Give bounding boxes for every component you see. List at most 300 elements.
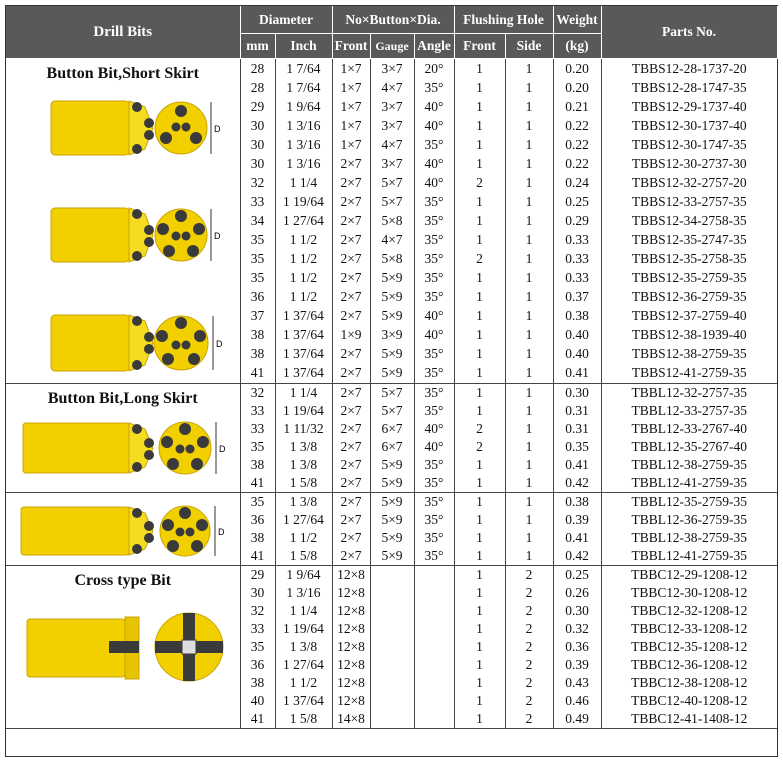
cell-gauge: 5×9	[370, 511, 414, 529]
cell-gauge: 6×7	[370, 420, 414, 438]
cell-flush-side: 1	[505, 116, 553, 135]
cell-part-no: TBBL12-32-2757-35	[631, 384, 747, 400]
cell-gauge: 5×7	[370, 173, 414, 192]
cell-mm: 30	[240, 135, 275, 154]
cell-mm: 35	[240, 268, 275, 287]
flushing-hole-header: Flushing Hole	[454, 6, 553, 34]
cell-gauge	[370, 692, 414, 710]
angle-header: Angle	[414, 34, 454, 59]
cell-weight: 0.43	[553, 674, 601, 692]
cell-flush-side: 1	[505, 363, 553, 383]
cell-gauge	[370, 638, 414, 656]
cell-part-no: TBBL12-33-2767-40	[631, 420, 747, 436]
cell-weight: 0.39	[553, 656, 601, 674]
cell-part-no: TBBL12-33-2757-35	[631, 402, 747, 418]
cell-flush-side: 1	[505, 268, 553, 287]
cell-front: 2×7	[332, 492, 370, 511]
flush-front-header: Front	[454, 34, 505, 59]
cell-gauge: 3×7	[370, 154, 414, 173]
cell-angle: 35°	[414, 402, 454, 420]
cell-flush-side: 1	[505, 344, 553, 363]
spec-table-body	[6, 59, 777, 729]
cell-mm: 28	[240, 78, 275, 97]
cell-angle: 40°	[414, 173, 454, 192]
cell-part-no: TBBS12-38-2759-35	[631, 346, 747, 362]
cell-gauge: 5×9	[370, 547, 414, 566]
cell-inch: 1 37/64	[275, 306, 332, 325]
cell-front: 2×7	[332, 230, 370, 249]
short-skirt-bit-side-view-1	[51, 101, 154, 155]
cell-flush-side: 1	[505, 511, 553, 529]
cell-mm: 41	[240, 474, 275, 493]
cell-inch: 1 19/64	[275, 620, 332, 638]
cell-mm: 30	[240, 154, 275, 173]
short-skirt-bit-front-view-2	[155, 209, 221, 261]
cell-gauge: 5×9	[370, 474, 414, 493]
cell-mm: 33	[240, 402, 275, 420]
cell-part-no: TBBS12-35-2759-35	[631, 269, 747, 285]
cell-mm: 33	[240, 192, 275, 211]
cell-gauge: 5×7	[370, 402, 414, 420]
cell-angle: 35°	[414, 230, 454, 249]
cell-inch: 1 27/64	[275, 211, 332, 230]
table-row	[6, 59, 777, 79]
cell-inch: 1 1/2	[275, 268, 332, 287]
cell-front: 2×7	[332, 474, 370, 493]
cell-angle: 35°	[414, 363, 454, 383]
cell-inch: 1 37/64	[275, 692, 332, 710]
cell-gauge	[370, 674, 414, 692]
short-skirt-bit-illustrations	[13, 83, 233, 383]
cell-front: 2×7	[332, 306, 370, 325]
cell-mm: 38	[240, 674, 275, 692]
short-skirt-bit-side-view-3	[51, 315, 154, 371]
short-skirt-bit-front-view-3	[154, 316, 223, 370]
cell-mm: 36	[240, 656, 275, 674]
cell-angle: 35°	[414, 211, 454, 230]
cell-inch: 1 1/2	[275, 287, 332, 306]
cell-weight: 0.38	[553, 306, 601, 325]
cell-front: 2×7	[332, 154, 370, 173]
cell-angle: 35°	[414, 511, 454, 529]
cell-angle: 40°	[414, 154, 454, 173]
cell-front: 2×7	[332, 420, 370, 438]
group-title: Cross type Bit	[74, 571, 172, 589]
cell-weight: 0.33	[553, 249, 601, 268]
cell-inch: 1 19/64	[275, 192, 332, 211]
cell-inch: 1 11/32	[275, 420, 332, 438]
cell-front: 1×7	[332, 59, 370, 79]
cell-angle: 35°	[414, 344, 454, 363]
cell-part-no: TBBC12-38-1208-12	[631, 674, 748, 690]
cell-front: 1×7	[332, 116, 370, 135]
cell-part-no: TBBL12-36-2759-35	[631, 511, 747, 527]
cell-mm: 35	[240, 438, 275, 456]
table-row	[6, 492, 777, 511]
cell-inch: 1 7/64	[275, 78, 332, 97]
cell-gauge: 5×9	[370, 287, 414, 306]
cell-gauge: 5×9	[370, 363, 414, 383]
cell-front: 2×7	[332, 529, 370, 547]
cell-weight: 0.41	[553, 363, 601, 383]
cell-flush-side: 1	[505, 173, 553, 192]
cell-mm: 32	[240, 602, 275, 620]
cell-front: 12×8	[332, 692, 370, 710]
cell-flush-front: 1	[454, 402, 505, 420]
table-row	[6, 565, 777, 584]
cell-flush-side: 1	[505, 78, 553, 97]
cell-flush-side: 1	[505, 287, 553, 306]
cell-angle	[414, 620, 454, 638]
cell-angle: 40°	[414, 438, 454, 456]
cell-flush-front: 1	[454, 602, 505, 620]
cell-inch: 1 37/64	[275, 363, 332, 383]
cell-front: 1×9	[332, 325, 370, 344]
cell-angle	[414, 656, 454, 674]
bit-image-cell	[6, 59, 240, 384]
cell-mm: 29	[240, 97, 275, 116]
drill-bits-header: Drill Bits	[6, 6, 240, 59]
cell-front: 2×7	[332, 363, 370, 383]
cell-front: 12×8	[332, 565, 370, 584]
cell-gauge	[370, 710, 414, 729]
cell-mm: 41	[240, 363, 275, 383]
cell-front: 2×7	[332, 268, 370, 287]
cell-weight: 0.20	[553, 59, 601, 79]
cell-flush-side: 1	[505, 211, 553, 230]
cell-flush-side: 1	[505, 547, 553, 566]
cell-part-no: TBBS12-32-2757-20	[631, 174, 747, 190]
cell-inch: 1 5/8	[275, 710, 332, 729]
cell-flush-front: 1	[454, 565, 505, 584]
cell-weight: 0.22	[553, 135, 601, 154]
cell-flush-front: 1	[454, 154, 505, 173]
cell-flush-side: 2	[505, 620, 553, 638]
cell-angle: 35°	[414, 456, 454, 474]
cell-weight: 0.35	[553, 438, 601, 456]
cell-gauge: 5×8	[370, 211, 414, 230]
cell-flush-side: 1	[505, 249, 553, 268]
diameter-label: D	[218, 444, 226, 454]
group-title: Button Bit,Long Skirt	[47, 389, 198, 407]
cell-gauge	[370, 565, 414, 584]
cell-flush-front: 1	[454, 474, 505, 493]
cell-part-no: TBBL12-38-2759-35	[631, 529, 747, 545]
cell-mm: 38	[240, 456, 275, 474]
long-skirt-bit-illustration-2	[13, 497, 233, 565]
cell-inch: 1 9/64	[275, 565, 332, 584]
cell-front: 1×7	[332, 97, 370, 116]
cell-flush-side: 1	[505, 192, 553, 211]
diameter-header: Diameter	[240, 6, 332, 34]
cell-part-no: TBBS12-35-2758-35	[631, 250, 747, 266]
cell-mm: 30	[240, 116, 275, 135]
cell-weight: 0.40	[553, 344, 601, 363]
cell-flush-front: 1	[454, 547, 505, 566]
cell-weight: 0.33	[553, 230, 601, 249]
cell-flush-side: 2	[505, 656, 553, 674]
cell-mm: 36	[240, 287, 275, 306]
cell-front: 12×8	[332, 638, 370, 656]
cell-gauge: 3×7	[370, 97, 414, 116]
cell-flush-side: 2	[505, 674, 553, 692]
cell-front: 14×8	[332, 710, 370, 729]
cell-flush-side: 1	[505, 438, 553, 456]
cell-angle: 35°	[414, 135, 454, 154]
cell-part-no: TBBS12-30-1747-35	[631, 136, 747, 152]
cell-flush-front: 1	[454, 325, 505, 344]
cell-flush-front: 2	[454, 420, 505, 438]
cell-weight: 0.46	[553, 692, 601, 710]
spec-table	[6, 6, 778, 729]
cell-flush-front: 1	[454, 116, 505, 135]
cell-front: 2×7	[332, 438, 370, 456]
cell-flush-front: 1	[454, 529, 505, 547]
bit-image-cell	[6, 492, 240, 565]
cell-mm: 33	[240, 620, 275, 638]
cell-mm: 36	[240, 511, 275, 529]
cell-mm: 29	[240, 565, 275, 584]
cell-flush-front: 1	[454, 306, 505, 325]
cell-flush-front: 1	[454, 656, 505, 674]
cell-inch: 1 3/16	[275, 584, 332, 602]
cell-gauge: 3×7	[370, 59, 414, 79]
cell-front: 1×7	[332, 135, 370, 154]
cell-weight: 0.24	[553, 173, 601, 192]
no-button-dia-header: No×Button×Dia.	[332, 6, 454, 34]
cell-weight: 0.39	[553, 511, 601, 529]
cell-gauge: 3×7	[370, 116, 414, 135]
cell-front: 2×7	[332, 192, 370, 211]
kg-header: (kg)	[553, 34, 601, 59]
cell-angle: 35°	[414, 529, 454, 547]
cell-gauge	[370, 656, 414, 674]
cell-flush-side: 1	[505, 135, 553, 154]
cell-mm: 35	[240, 249, 275, 268]
cell-angle: 35°	[414, 287, 454, 306]
bit-image-cell	[6, 383, 240, 492]
cell-front: 12×8	[332, 656, 370, 674]
cell-inch: 1 27/64	[275, 511, 332, 529]
cell-angle: 35°	[414, 78, 454, 97]
cell-front: 2×7	[332, 249, 370, 268]
cell-flush-front: 1	[454, 268, 505, 287]
cell-flush-side: 1	[505, 383, 553, 402]
cell-gauge: 6×7	[370, 438, 414, 456]
cell-front: 2×7	[332, 287, 370, 306]
cell-flush-front: 1	[454, 135, 505, 154]
parts-no-header: Parts No.	[601, 6, 777, 59]
inch-header: Inch	[275, 34, 332, 59]
cell-part-no: TBBS12-33-2757-35	[631, 193, 747, 209]
cell-weight: 0.30	[553, 602, 601, 620]
cell-angle	[414, 674, 454, 692]
diameter-label: D	[213, 230, 221, 241]
cell-weight: 0.30	[553, 383, 601, 402]
cell-weight: 0.20	[553, 78, 601, 97]
cross-type-bit-illustration	[13, 589, 233, 689]
cell-front: 2×7	[332, 211, 370, 230]
cell-inch: 1 1/2	[275, 529, 332, 547]
cell-inch: 1 19/64	[275, 402, 332, 420]
cell-mm: 35	[240, 638, 275, 656]
cell-angle: 35°	[414, 492, 454, 511]
cell-flush-front: 1	[454, 344, 505, 363]
drill-bits-spec-sheet	[5, 5, 778, 757]
cell-flush-side: 1	[505, 154, 553, 173]
cell-flush-side: 2	[505, 565, 553, 584]
cell-flush-front: 1	[454, 59, 505, 79]
cell-flush-front: 1	[454, 492, 505, 511]
cell-weight: 0.41	[553, 529, 601, 547]
cell-inch: 1 5/8	[275, 474, 332, 493]
bit-image-cell	[6, 565, 240, 728]
cell-inch: 1 27/64	[275, 656, 332, 674]
cell-inch: 1 3/8	[275, 638, 332, 656]
cell-inch: 1 3/8	[275, 438, 332, 456]
cell-angle: 35°	[414, 192, 454, 211]
cell-mm: 35	[240, 230, 275, 249]
flush-side-header: Side	[505, 34, 553, 59]
cell-angle: 40°	[414, 97, 454, 116]
cell-flush-front: 2	[454, 438, 505, 456]
cell-weight: 0.26	[553, 584, 601, 602]
cell-part-no: TBBS12-41-2759-35	[601, 363, 777, 383]
cell-front: 2×7	[332, 383, 370, 402]
cell-part-no: TBBL12-35-2767-40	[631, 438, 747, 454]
cell-angle	[414, 710, 454, 729]
mm-header: mm	[240, 34, 275, 59]
cell-front: 2×7	[332, 344, 370, 363]
cell-flush-front: 2	[454, 249, 505, 268]
cell-flush-side: 2	[505, 638, 553, 656]
cell-flush-front: 1	[454, 78, 505, 97]
cell-gauge: 5×9	[370, 456, 414, 474]
cell-mm: 41	[240, 547, 275, 566]
cell-gauge: 4×7	[370, 230, 414, 249]
cell-angle	[414, 602, 454, 620]
cell-gauge: 3×9	[370, 325, 414, 344]
gauge-header: Gauge	[370, 34, 414, 59]
cell-flush-front: 1	[454, 456, 505, 474]
cell-front: 2×7	[332, 511, 370, 529]
cell-part-no: TBBC12-33-1208-12	[631, 620, 748, 636]
cell-weight: 0.37	[553, 287, 601, 306]
cell-flush-side: 2	[505, 602, 553, 620]
cell-weight: 0.25	[553, 565, 601, 584]
cell-part-no: TBBS12-30-1737-40	[631, 117, 747, 133]
cell-weight: 0.29	[553, 211, 601, 230]
cell-gauge: 5×9	[370, 306, 414, 325]
cell-angle	[414, 692, 454, 710]
cell-part-no: TBBC12-40-1208-12	[631, 692, 748, 708]
cell-flush-side: 2	[505, 710, 553, 729]
cell-weight: 0.31	[553, 402, 601, 420]
cell-part-no: TBBL12-41-2759-35	[601, 547, 777, 566]
cell-part-no: TBBS12-28-1747-35	[631, 79, 747, 95]
cell-weight: 0.22	[553, 116, 601, 135]
cell-part-no: TBBC12-41-1408-12	[601, 710, 777, 729]
cell-part-no: TBBC12-30-1208-12	[631, 584, 748, 600]
cell-angle: 20°	[414, 59, 454, 79]
cell-part-no: TBBS12-29-1737-40	[631, 98, 747, 114]
cell-part-no: TBBL12-38-2759-35	[631, 456, 747, 472]
cell-part-no: TBBC12-29-1208-12	[631, 566, 748, 582]
cell-flush-side: 1	[505, 492, 553, 511]
cell-weight: 0.40	[553, 325, 601, 344]
cell-flush-side: 1	[505, 325, 553, 344]
cell-gauge: 5×9	[370, 492, 414, 511]
cell-part-no: TBBC12-35-1208-12	[631, 638, 748, 654]
cell-front: 2×7	[332, 456, 370, 474]
cell-weight: 0.25	[553, 192, 601, 211]
cell-flush-front: 1	[454, 584, 505, 602]
cell-mm: 38	[240, 529, 275, 547]
cell-inch: 1 7/64	[275, 59, 332, 79]
cell-inch: 1 3/16	[275, 116, 332, 135]
cell-angle: 35°	[414, 383, 454, 402]
cell-weight: 0.21	[553, 97, 601, 116]
cell-mm: 32	[240, 173, 275, 192]
cell-weight: 0.22	[553, 154, 601, 173]
cell-flush-side: 1	[505, 230, 553, 249]
cell-flush-side: 1	[505, 306, 553, 325]
short-skirt-bit-front-view-1	[155, 102, 221, 154]
cell-inch: 1 37/64	[275, 325, 332, 344]
cell-weight: 0.33	[553, 268, 601, 287]
long-skirt-bit-illustration	[13, 407, 233, 487]
cell-gauge	[370, 584, 414, 602]
cell-part-no: TBBS12-38-1939-40	[631, 327, 747, 342]
cell-angle	[414, 638, 454, 656]
cell-inch: 1 1/4	[275, 602, 332, 620]
cell-flush-front: 1	[454, 638, 505, 656]
cell-angle: 35°	[414, 249, 454, 268]
cell-flush-side: 2	[505, 692, 553, 710]
cell-part-no: TBBC12-36-1208-12	[631, 656, 748, 672]
cell-flush-front: 1	[454, 192, 505, 211]
cell-angle	[414, 584, 454, 602]
cell-front: 2×7	[332, 173, 370, 192]
cell-angle: 35°	[414, 474, 454, 493]
cell-flush-side: 1	[505, 529, 553, 547]
cell-weight: 0.42	[553, 474, 601, 493]
cell-inch: 1 3/16	[275, 135, 332, 154]
cell-inch: 1 1/2	[275, 230, 332, 249]
cell-part-no: TBBS12-35-2747-35	[631, 231, 747, 247]
cell-front: 12×8	[332, 620, 370, 638]
cell-inch: 1 3/16	[275, 154, 332, 173]
cell-mm: 28	[240, 59, 275, 79]
cell-gauge: 4×7	[370, 135, 414, 154]
diameter-label: D	[215, 338, 223, 349]
cell-front: 12×8	[332, 584, 370, 602]
cell-gauge: 5×9	[370, 529, 414, 547]
cell-flush-front: 1	[454, 674, 505, 692]
cell-flush-front: 1	[454, 211, 505, 230]
group-title: Button Bit,Short Skirt	[46, 65, 199, 82]
cell-weight: 0.36	[553, 638, 601, 656]
cell-weight: 0.38	[553, 492, 601, 511]
cell-part-no: TBBL12-35-2759-35	[631, 493, 747, 509]
cell-angle: 40°	[414, 116, 454, 135]
cell-gauge: 4×7	[370, 78, 414, 97]
cell-flush-front: 1	[454, 97, 505, 116]
cell-mm: 40	[240, 692, 275, 710]
cell-inch: 1 1/4	[275, 173, 332, 192]
table-row	[6, 383, 777, 402]
cell-angle: 35°	[414, 547, 454, 566]
